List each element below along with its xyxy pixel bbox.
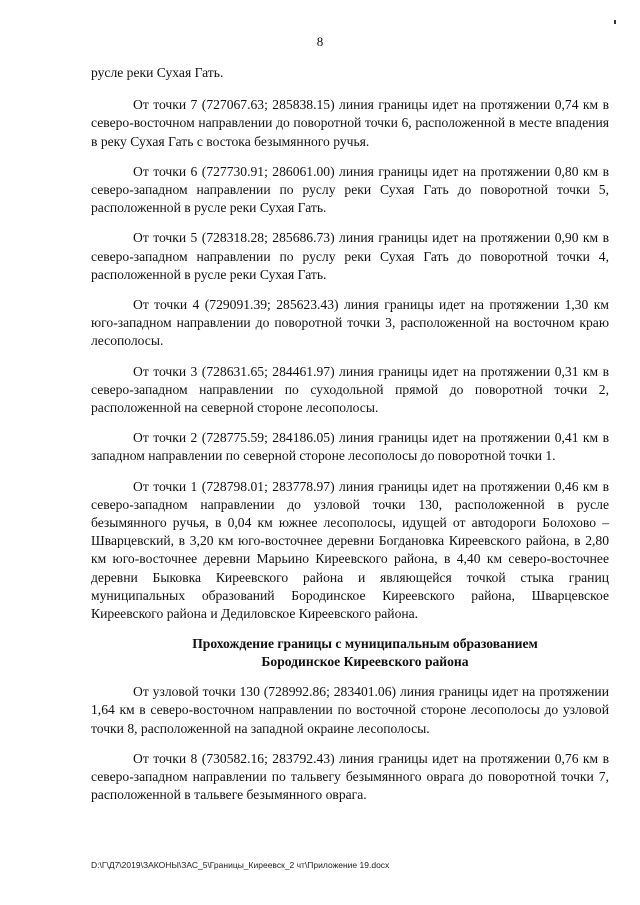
paragraph: От точки 1 (728798.01; 283778.97) линия границы идет на протяжении 0,46 км в северо-западном направлении до узловой точки 130, расположенной в русле безымянного ручья, в 0,04 км южнее лесополосы, идущей от автодороги Болохово – Шварцевский, в 3,20 км юго-восточнее деревни Богдановка Киреевского района, в 2,80 км юго-восточнее деревни Марьино Киреевского района, в 4,40 км северо-восточнее деревни Быковка Киреевского района и являющейся точкой стыка границ муниципальных образований Бородинское Киреевского района, Шварцевское Киреевского района и Дедиловское Киреевского района.	[91, 478, 609, 622]
page-number: 8	[316, 34, 324, 49]
paragraph: От точки 5 (728318.28; 285686.73) линия границы идет на протяжении 0,90 км в северо-западном направлении по руслу реки Сухая Гать до поворотной точки 4, расположенной в русле реки Сухая Гать.	[91, 230, 609, 282]
paragraph: От точки 2 (728775.59; 284186.05) линия границы идет на протяжении 0,41 км в западном направлении по северной стороне лесополосы до поворотной точки 1.	[91, 430, 609, 464]
footer-file-path: D:\Г\Д7\2019\ЗАКОНЫ\ЗАС_5\Границы_Киреевск_2 чт\Приложение 19.docx	[91, 860, 390, 870]
section-title-line: Бородинское Киреевского района	[261, 654, 469, 670]
document-body	[91, 64, 609, 817]
paragraph: русле реки Сухая Гать.	[91, 65, 224, 80]
paragraph: От точки 3 (728631.65; 284461.97) линия границы идет на протяжении 0,31 км в северо-западном направлении по суходольной прямой до поворотной точки 2, расположенной на северной стороне лесополосы.	[91, 363, 609, 416]
paragraph: От точки 8 (730582.16; 283792.43) линия границы идет на протяжении 0,76 км в северо-западном направлении по тальвегу безымянного оврага до поворотной точки 7, расположенной в тальвеге безымянного оврага.	[91, 750, 609, 803]
section-title	[91, 635, 609, 671]
paragraph: От узловой точки 130 (728992.86; 283401.06) линия границы идет на протяжении 1,64 км в северо-восточном направлении по восточной стороне лесополосы до узловой точки 8, расположенной на западной окраине лесополосы.	[91, 684, 609, 736]
paragraph: От точки 4 (729091.39; 285623.43) линия границы идет на протяжении 1,30 км юго-западном направлении до поворотной точки 3, расположенной на восточном краю лесополосы.	[91, 297, 609, 349]
section-title-line: Прохождение границы с муниципальным образованием	[192, 636, 538, 652]
scan-mark	[614, 20, 616, 24]
paragraph: От точки 7 (727067.63; 285838.15) линия границы идет на протяжении 0,74 км в северо-восточном направлении до поворотной точки 6, расположенной в месте впадения в реку Сухая Гать с востока безымянного ручья.	[91, 97, 609, 149]
paragraph: От точки 6 (727730.91; 286061.00) линия границы идет на протяжении 0,80 км в северо-западном направлении по руслу реки Сухая Гать до поворотной точки 5, расположенной в русле реки Сухая Гать.	[91, 163, 609, 216]
